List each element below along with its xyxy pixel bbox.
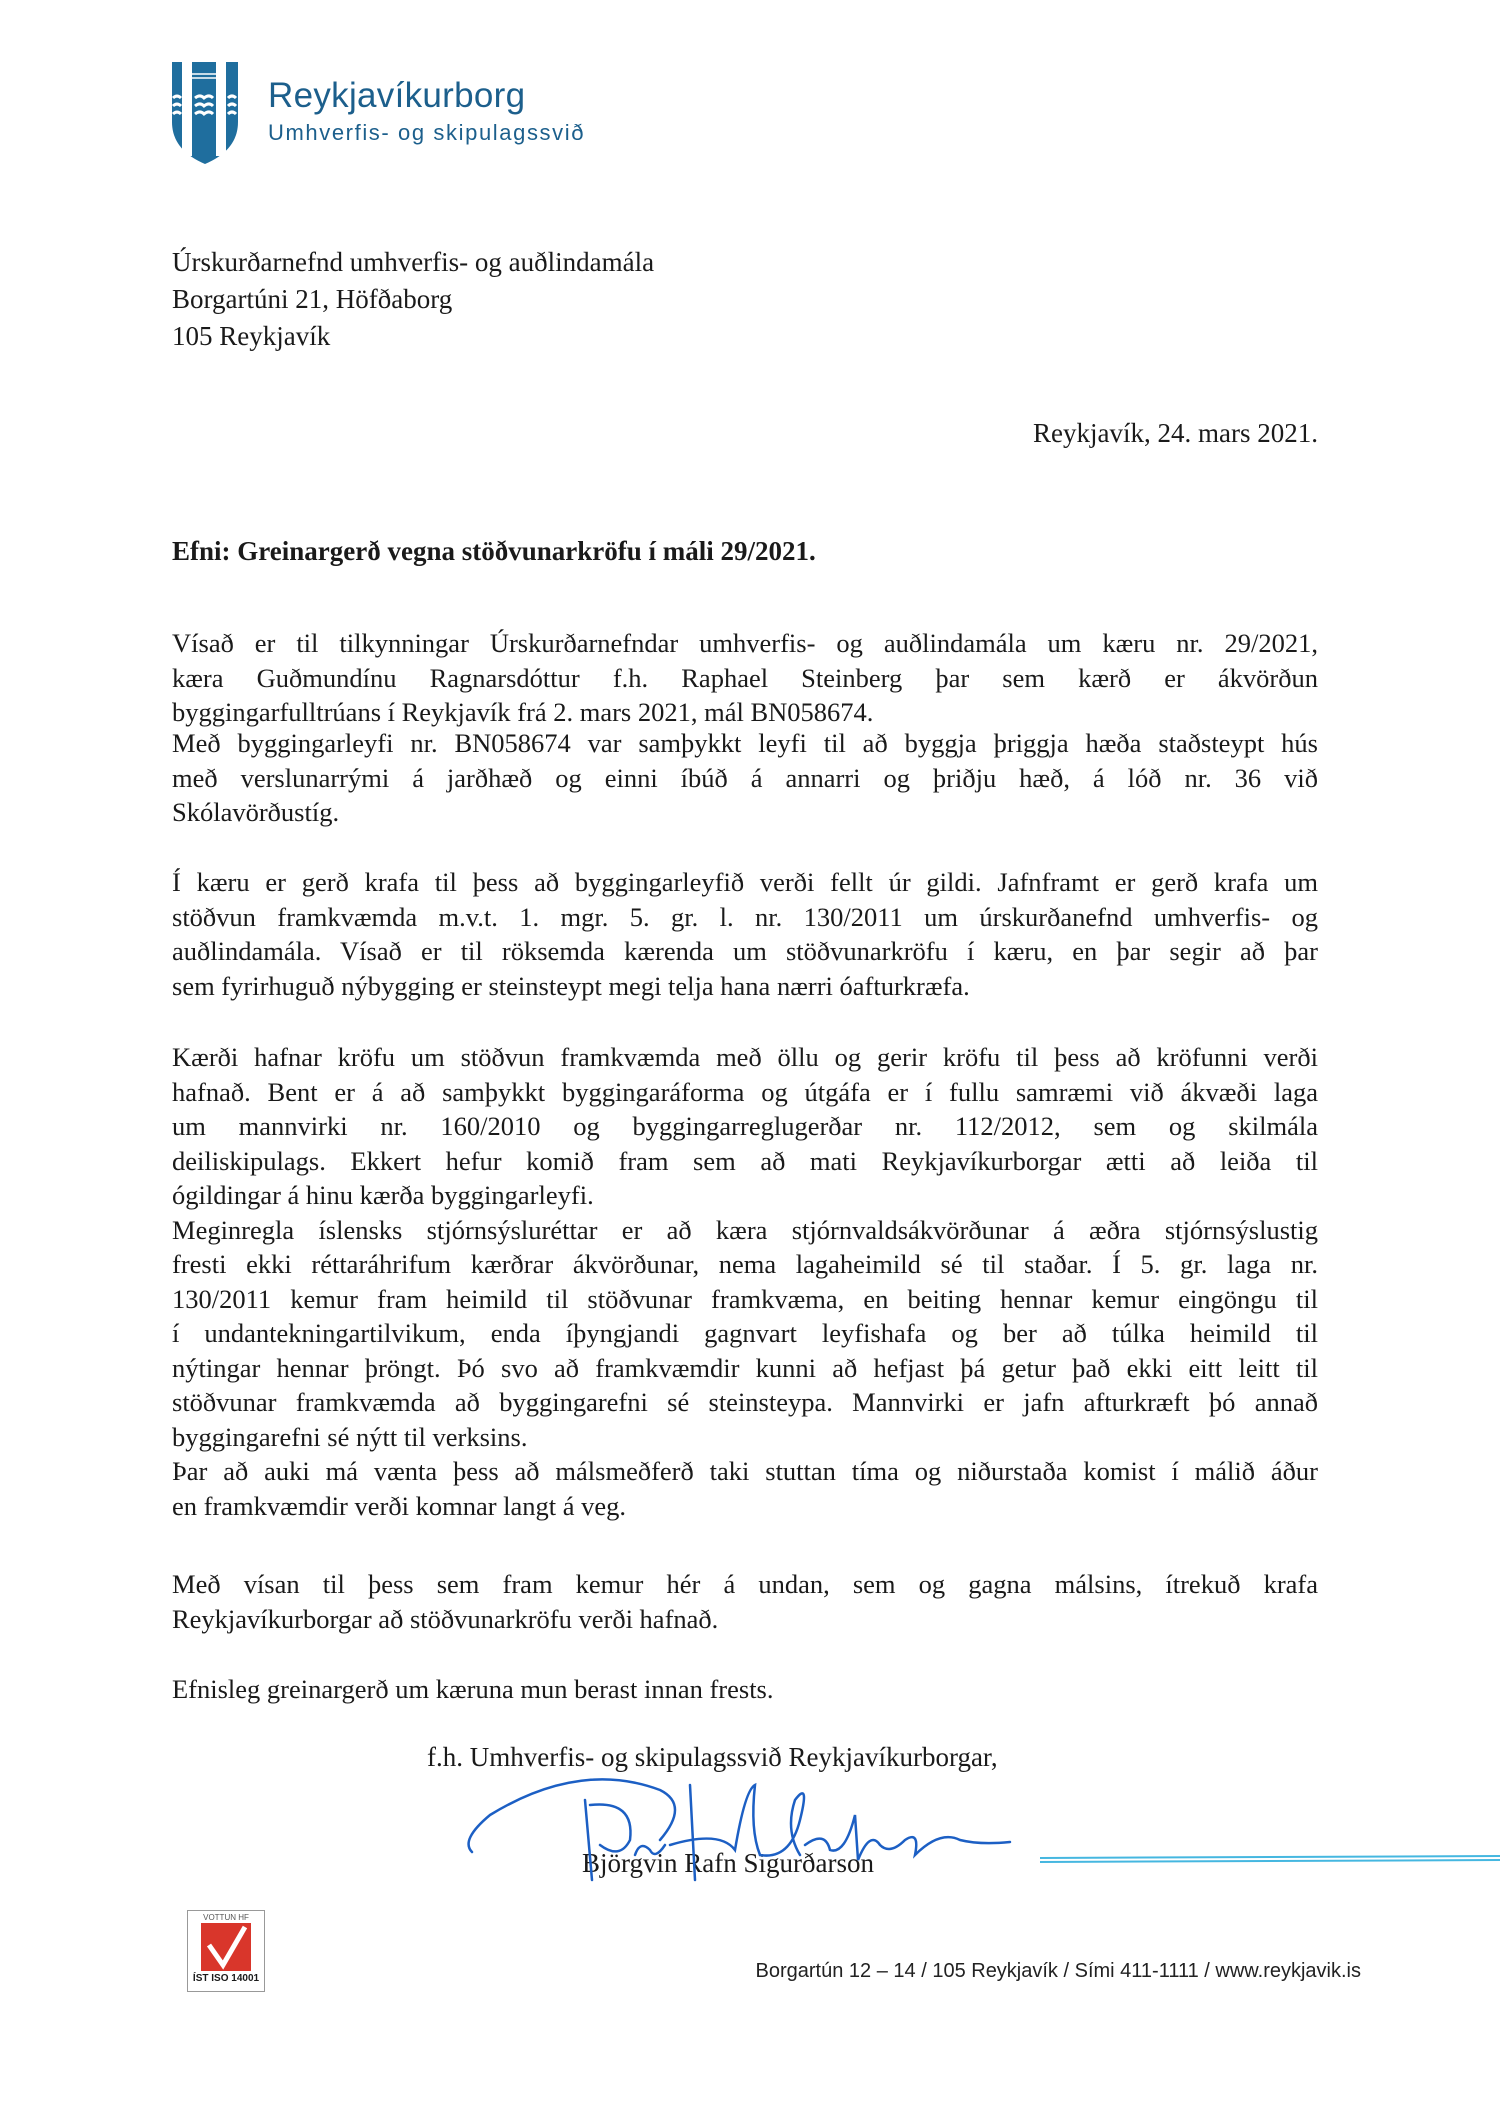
paragraph [172,1213,1318,1455]
paragraph [172,726,1318,830]
paragraph [172,1454,1318,1523]
letter-date: Reykjavík, 24. mars 2021. [1033,418,1318,448]
paragraph [172,865,1318,1003]
paragraph-line: deiliskipulags. Ekkert hefur komið fram sem að mati Reykjavíkurborgar ætti að leiða til [172,1145,1318,1176]
department-name: Umhverfis- og skipulagssvið [268,120,586,145]
paragraph-line: Í kæru er gerð krafa til þess að byggingarleyfið verði fellt úr gildi. Jafnframt er gerð krafa um [172,867,1318,897]
handwritten-signature [460,1760,1500,1900]
checkmark-icon [201,1923,251,1971]
paragraph-line: en framkvæmdir verði komnar langt á veg. [172,1490,627,1521]
paragraph-line: stöðvunar framkvæmda að byggingarefni sé steinsteypa. Mannvirki er jafn afturkræft þó annað [172,1387,1318,1417]
paragraph-line: Kærði hafnar kröfu um stöðvun framkvæmda með öllu og gerir kröfu til þess að kröfunni verði [172,1042,1318,1072]
cert-top-label: VOTTUN HF [203,1913,249,1922]
paragraph-line: hafnað. Bent er á að samþykkt byggingaráforma og útgáfa er í fullu samræmi við ákvæði laga [172,1076,1318,1107]
paragraph-line: byggingarfulltrúans í Reykjavík frá 2. mars 2021, mál BN058674. [172,697,874,727]
recipient-line: Úrskurðarnefnd umhverfis- og auðlindamála [172,247,655,277]
closing-line: f.h. Umhverfis- og skipulagssvið Reykjavíkurborgar, [427,1742,998,1772]
org-name: Reykjavíkurborg [268,76,526,115]
paragraph-line: Efnisleg greinargerð um kæruna mun berast innan frests. [172,1674,774,1704]
paragraph-line: Með vísan til þess sem fram kemur hér á undan, sem og gagna málsins, ítrekuð krafa [172,1569,1318,1599]
paragraph-line: auðlindamála. Vísað er til röksemda kærenda um stöðvunarkröfu í kæru, en þar segir að þar [172,936,1318,966]
paragraph-group [172,1040,1318,1523]
footer-contact: Borgartún 12 – 14 / 105 Reykjavík / Sími 411-1111 / www.reykjavik.is [755,1960,1361,1982]
paragraph-line: Meginregla íslensks stjórnsýsluréttar er að kæra stjórnvaldsákvörðunar á æðra stjórnsýslustig [172,1214,1318,1245]
letter-subject: Efni: Greinargerð vegna stöðvunarkröfu í máli 29/2021. [172,536,816,566]
paragraph-line: nýtingar hennar þröngt. Þó svo að framkvæmdir kunni að hefjast þá getur það ekki eitt leitt til [172,1352,1318,1383]
paragraph [172,1567,1318,1636]
recipient-line: Borgartúni 21, Höfðaborg [172,284,453,314]
cert-bottom-label: ÍST ISO 14001 [192,1973,260,1984]
paragraph-line: stöðvun framkvæmda m.v.t. 1. mgr. 5. gr. l. nr. 130/2011 um úrskurðanefnd umhverfis- og [172,901,1318,932]
paragraph [172,1672,1318,1707]
paragraph-line: byggingarefni sé nýtt til verksins. [172,1421,528,1452]
recipient-line: 105 Reykjavík [172,321,331,351]
paragraph-line: Þar að auki má vænta þess að málsmeðferð taki stuttan tíma og niðurstaða komist í málið áður [172,1456,1318,1486]
paragraph-line: ógildingar á hinu kærða byggingarleyfi. [172,1180,594,1210]
paragraph-line: sem fyrirhuguð nýbygging er steinsteypt megi telja hana nærri óafturkræfa. [172,970,970,1001]
paragraph-line: Vísað er til tilkynningar Úrskurðarnefndar umhverfis- og auðlindamála um kæru nr. 29/2021, [172,628,1318,658]
paragraph-line: í undantekningartilvikum, enda íþyngjandi gagnvart leyfishafa og ber að túlka heimild til [172,1318,1318,1348]
recipient-address [172,244,654,355]
signer-name: Björgvin Rafn Sigurðarson [582,1848,874,1878]
paragraph [172,1040,1318,1213]
paragraph-line: Reykjavíkurborgar að stöðvunarkröfu verði hafnað. [172,1603,719,1634]
paragraph-line: Skólavörðustíg. [172,797,340,827]
paragraph [172,626,1318,730]
paragraph-line: um mannvirki nr. 160/2010 og byggingarreglugerðar nr. 112/2012, sem og skilmála [172,1111,1318,1141]
paragraph-line: Með byggingarleyfi nr. BN058674 var samþykkt leyfi til að byggja þriggja hæða staðsteypt hús [172,728,1318,758]
coat-of-arms-logo [170,60,240,166]
paragraph-line: kæra Guðmundínu Ragnarsdóttur f.h. Raphael Steinberg þar sem kærð er ákvörðun [172,662,1318,693]
iso-14001-certification-logo [187,1910,265,1992]
paragraph-line: með verslunarrými á jarðhæð og einni íbúð á annarri og þriðju hæð, á lóð nr. 36 við [172,762,1318,793]
paragraph-line: 130/2011 kemur fram heimild til stöðvunar framkvæma, en beiting hennar kemur eingöngu til [172,1283,1318,1314]
paragraph-line: fresti ekki réttaráhrifum kærðrar ákvörðunar, nema lagaheimild sé til staðar. Í 5. gr. laga nr. [172,1249,1318,1279]
